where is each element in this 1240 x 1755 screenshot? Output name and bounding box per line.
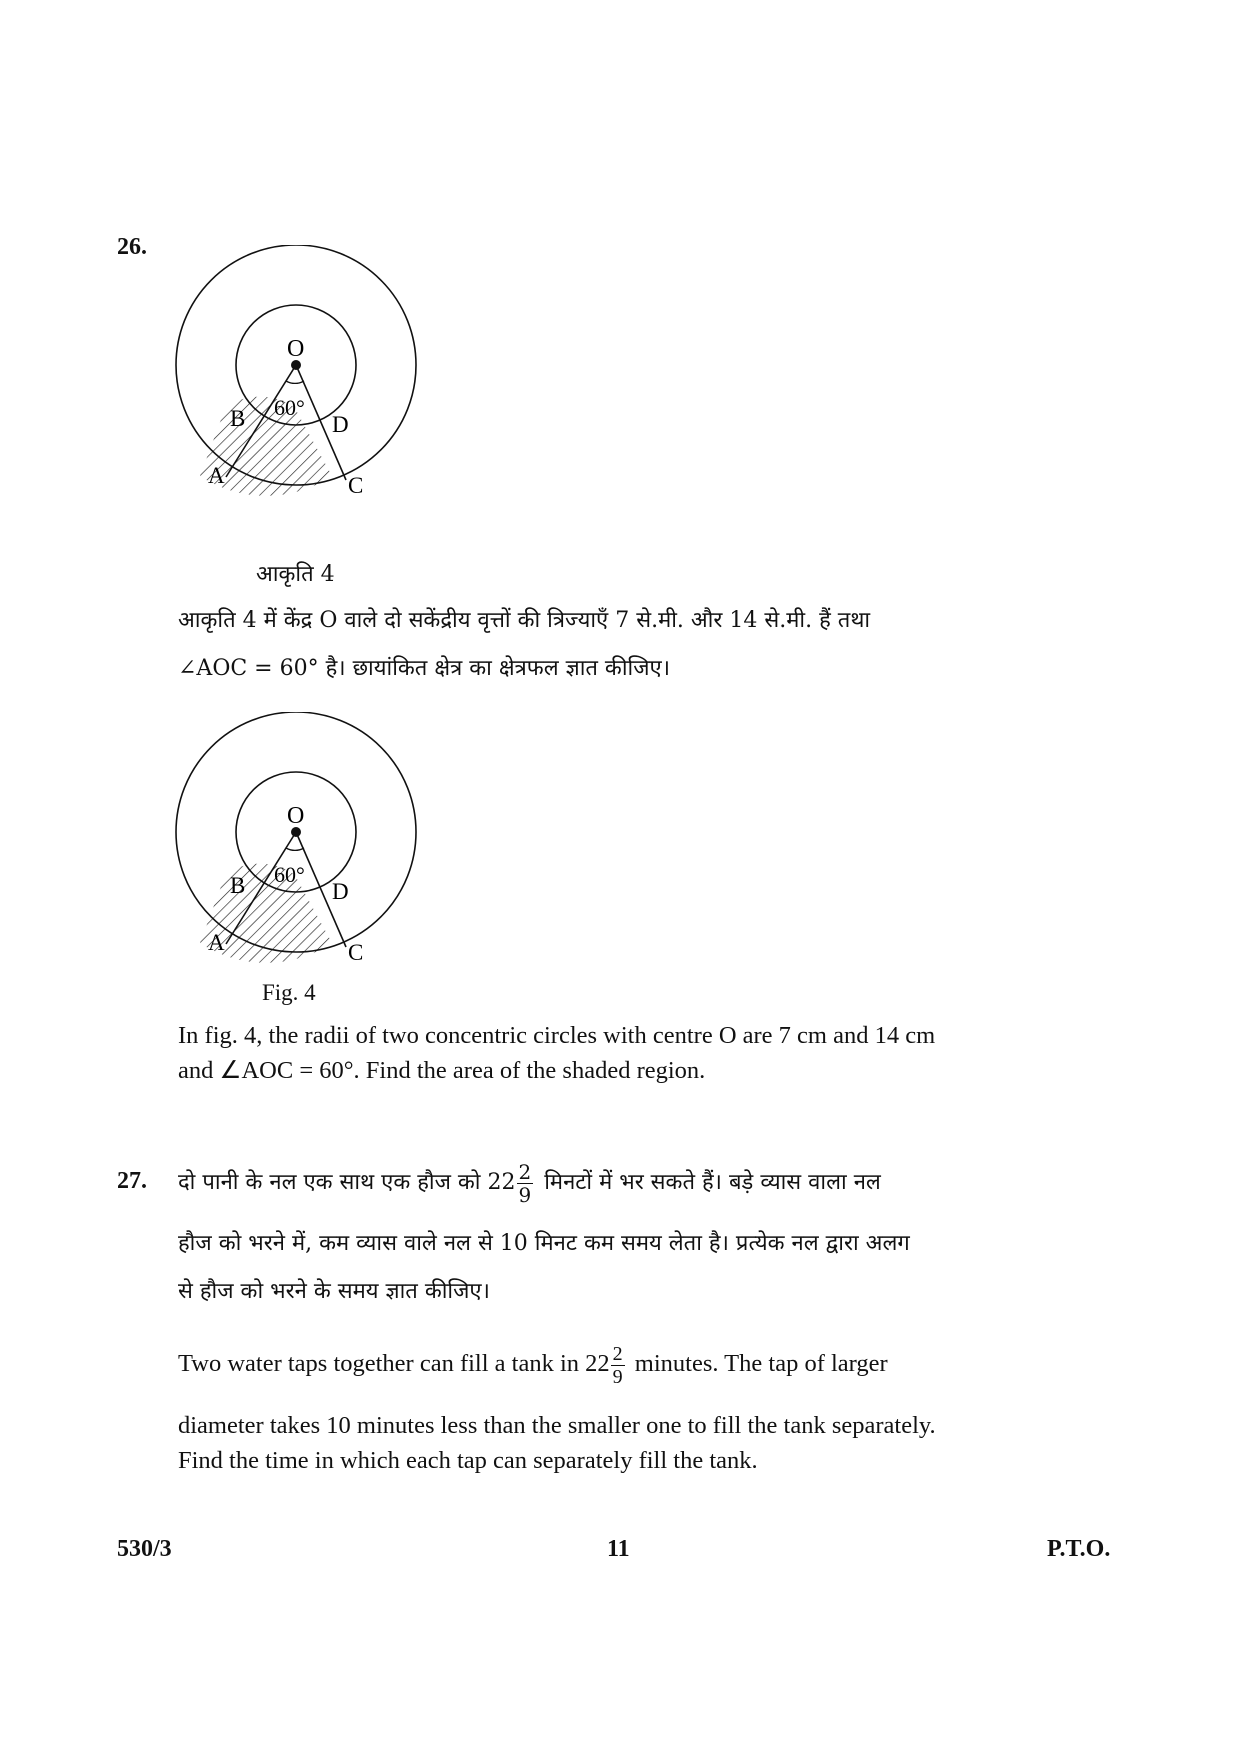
- label-angle: 60°: [274, 395, 305, 420]
- q27-english-line2: diameter takes 10 minutes less than the smaller one to fill the tank separately.: [178, 1412, 936, 1439]
- label-B: B: [230, 873, 246, 898]
- label-B: B: [230, 406, 246, 431]
- q26-hindi-line1: आकृति 4 में केंद्र O वाले दो सकेंद्रीय वृत्तों की त्रिज्याएँ 7 से.मी. और 14 से.मी. हैं तथा: [178, 608, 871, 633]
- q27-hindi-part2: मिनटों में भर सकते हैं। बड़े व्यास वाला नल: [544, 1170, 881, 1195]
- fraction-denominator: 9: [612, 1365, 623, 1388]
- q27-english-line1: [178, 1334, 888, 1394]
- fraction: [611, 1343, 625, 1388]
- fraction-numerator: 2: [518, 1159, 532, 1184]
- angle-arc: [286, 848, 304, 850]
- fraction: [517, 1161, 534, 1206]
- label-O: O: [287, 803, 305, 829]
- label-A: A: [208, 463, 225, 488]
- paper-code: 530/3: [117, 1536, 172, 1562]
- angle-arc: [286, 381, 304, 383]
- label-D: D: [332, 412, 349, 437]
- q27-hindi-line2: हौज को भरने में, कम व्यास वाले नल से 10 मिनट कम समय लेता है। प्रत्येक नल द्वारा अलग: [178, 1231, 910, 1256]
- question-number-27: 27.: [117, 1168, 147, 1194]
- q26-english-line2: and ∠AOC = 60°. Find the area of the shaded region.: [178, 1057, 706, 1084]
- q27-hindi-part1: दो पानी के नल एक साथ एक हौज को 22: [178, 1170, 516, 1195]
- label-angle: 60°: [274, 862, 305, 887]
- figure-caption-hindi: आकृति 4: [256, 562, 335, 587]
- q27-english-line3: Find the time in which each tap can separately fill the tank.: [178, 1447, 758, 1474]
- figure-concentric-circles-english: [170, 712, 430, 972]
- q27-hindi-line3: से हौज को भरने के समय ज्ञात कीजिए।: [178, 1279, 490, 1304]
- question-number-26: 26.: [117, 234, 147, 260]
- fraction-denominator: 9: [518, 1182, 532, 1207]
- q27-english-part2: minutes. The tap of larger: [634, 1350, 888, 1377]
- q26-english-line1: In fig. 4, the radii of two concentric circles with centre O are 7 cm and 14 cm: [178, 1022, 936, 1049]
- please-turn-over: P.T.O.: [1047, 1536, 1111, 1562]
- fraction-numerator: 2: [612, 1342, 623, 1365]
- label-A: A: [208, 930, 225, 955]
- q27-english-part1: Two water taps together can fill a tank in 22: [178, 1350, 610, 1377]
- q26-hindi-line2: ∠AOC = 60° है। छायांकित क्षेत्र का क्षेत्रफल ज्ञात कीजिए।: [178, 656, 671, 681]
- page-number: 11: [607, 1536, 630, 1562]
- label-C: C: [348, 940, 364, 965]
- figure-caption-english: Fig. 4: [262, 980, 316, 1005]
- q27-hindi-line1: [178, 1153, 881, 1213]
- label-D: D: [332, 879, 349, 904]
- label-O: O: [287, 336, 305, 362]
- label-C: C: [348, 473, 364, 498]
- figure-concentric-circles-hindi: [170, 245, 430, 505]
